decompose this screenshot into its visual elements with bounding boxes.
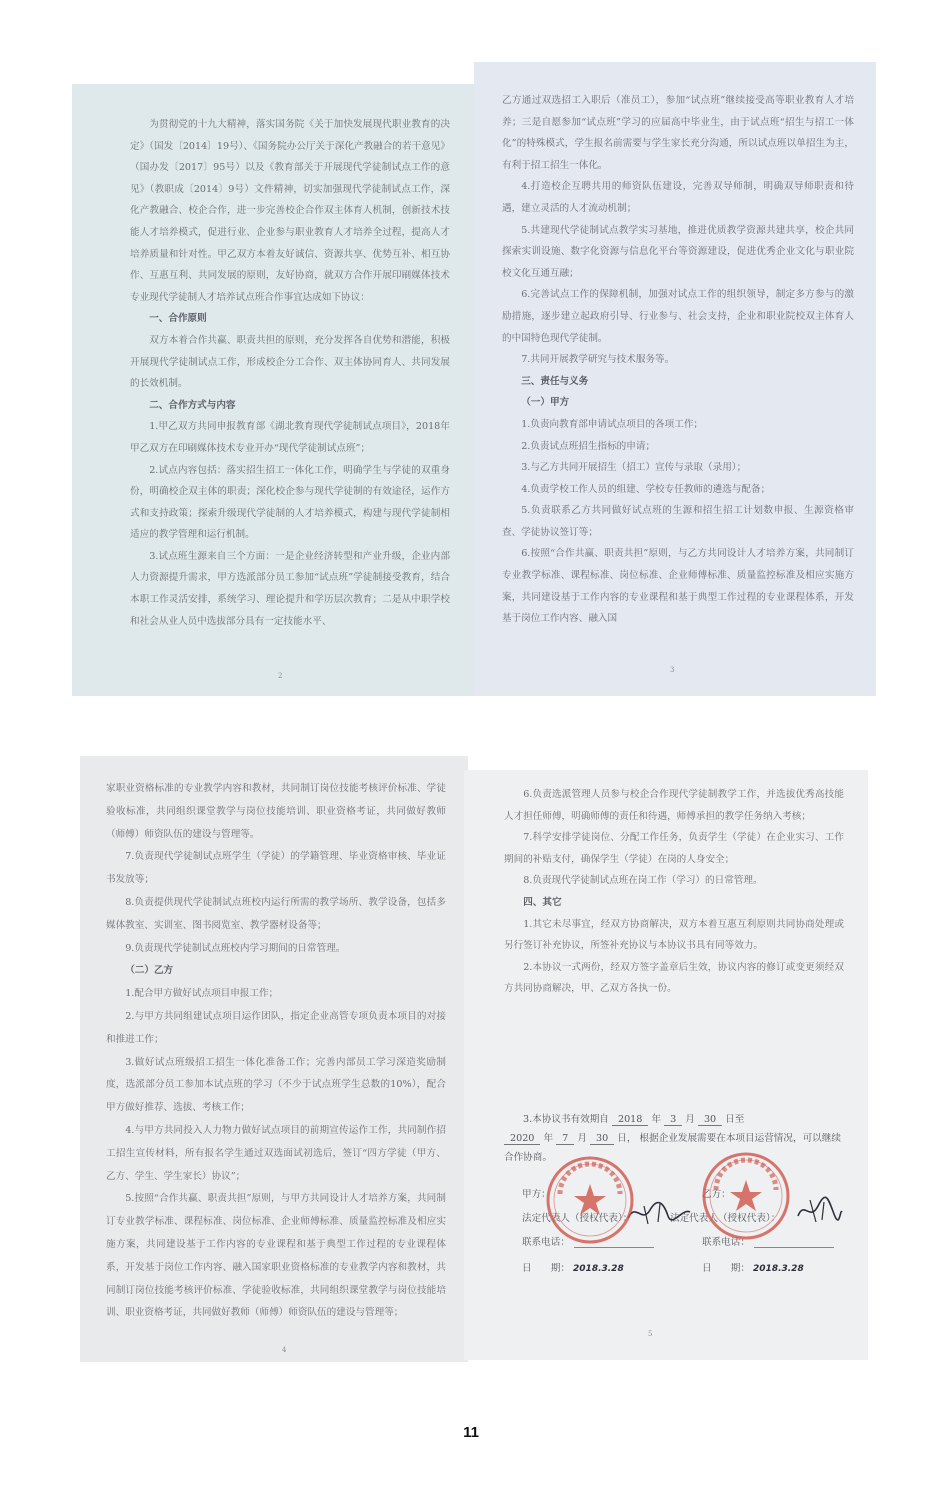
scanned-page-4 bbox=[80, 756, 468, 1362]
party-a-item: 6.按照“合作共赢、职责共担”原则，与乙方共同设计人才培养方案，共同制订专业教学标准、课程标准、岗位标准、企业师傅标准、质量监控标准及相应实施方案，共同建设基于工作内容的专业课程和基于典型工作过程的专业课程体系，开发基于岗位工作内容、融入国 bbox=[502, 548, 854, 625]
validity-prefix: 3.本协议书有效期自 bbox=[523, 1114, 609, 1125]
party-a-item: 4.负责学校工作人员的组建、学校专任教师的遴选与配备； bbox=[521, 483, 771, 495]
item-paragraph: 9.负责现代学徒制试点班校内学习期间的日常管理。 bbox=[125, 942, 346, 954]
date-a-row bbox=[522, 1260, 624, 1274]
item-paragraph: 6.负责选派管理人员参与校企合作现代学徒制教学工作，并选拔优秀高技能人才担任师傅，明确师傅的责任和待遇，师傅承担的教学任务纳入考核； bbox=[504, 789, 844, 822]
party-b-item: 2.与甲方共同组建试点项目运作团队，指定企业高管专项负责本项目的对接和推进工作； bbox=[106, 1010, 446, 1045]
year-word: 年 bbox=[651, 1114, 662, 1125]
page-3-text bbox=[502, 90, 854, 660]
principle-paragraph: 双方本着合作共赢、职责共担的原则，充分发挥各自优势和潜能，积极开展现代学徒制试点工作，形成校企分工合作、双主体协同育人、共同发展的长效机制。 bbox=[130, 334, 450, 390]
page-number-4: 4 bbox=[282, 1346, 287, 1354]
date-a-value: 2018.3.28 bbox=[573, 1264, 624, 1274]
validity-suffix: 根据企业发展需要在本项目运营情况，可以继续合作协商。 bbox=[504, 1133, 841, 1163]
item-paragraph: 乙方通过双选招工入职后（准员工），参加“试点班”继续接受高等职业教育人才培养；三是自愿参加“试点班”学习的应届高中毕业生，由于试点班“招生与招工一体化”的特殊模式，学生报名前需要与学生家长充分沟通，所以试点班以单招生为主，有利于招工招生一体化。 bbox=[502, 95, 854, 171]
month-word: 月 bbox=[685, 1114, 695, 1125]
heading-responsibilities: 三、责任与义务 bbox=[521, 375, 589, 387]
item-paragraph: 家职业资格标准的专业教学内容和教材，共同制订岗位技能考核评价标准、学徒验收标准，共同组织课堂教学与岗位技能培训、职业资格考证，共同做好教师（师傅）师资队伍的建设与管理等。 bbox=[106, 783, 446, 840]
party-a-item: 3.与乙方共同开展招生（招工）宣传与录取（录用）； bbox=[521, 462, 747, 474]
item-paragraph: 5.共建现代学徒制试点教学实习基地，推进优质教学资源共建共享，校企共同探索实训设施、数字化资源与信息化平台等资源建设，促进优秀企业文化与职业院校文化互通互融； bbox=[502, 224, 854, 279]
item-paragraph: 8.负责提供现代学徒制试点班校内运行所需的教学场所、教学设备，包括多媒体教室、实训室、图书阅览室、教学器材设备等； bbox=[106, 896, 446, 931]
party-a-item: 1.负责向教育部申请试点项目的各项工作； bbox=[521, 418, 704, 430]
heading-other: 四、其它 bbox=[523, 896, 562, 908]
item-paragraph: 2.试点内容包括：落实招生招工一体化工作，明确学生与学徒的双重身份，明确校企双主体的职责；深化校企参与现代学徒制的有效途径，运作方式和支持政策；探索升级现代学徒制的人才培养模式，构建与现代学徒制相适应的教学管理和运行机制。 bbox=[130, 464, 450, 541]
heading-cooperation: 二、合作方式与内容 bbox=[149, 399, 236, 411]
page-number-3: 3 bbox=[670, 666, 675, 674]
month-word: 月 bbox=[577, 1133, 587, 1144]
scanned-page-3 bbox=[474, 62, 876, 696]
scanned-page-5 bbox=[464, 770, 868, 1360]
date-b-value: 2018.3.28 bbox=[753, 1264, 804, 1274]
signature-block bbox=[504, 1110, 844, 1300]
validity-end-day: 30 bbox=[590, 1133, 614, 1145]
item-paragraph: 8.负责现代学徒制试点班在岗工作（学习）的日常管理。 bbox=[523, 875, 763, 887]
document-page-number: 11 bbox=[463, 1424, 479, 1441]
item-paragraph: 6.完善试点工作的保障机制，加强对试点工作的组织领导，制定多方参与的激励措施，逐步建立起政府引导、行业参与、社会支持，企业和职业院校双主体育人的中国特色现代学徒制。 bbox=[502, 289, 854, 344]
signature-b-scribble bbox=[794, 1194, 844, 1226]
page-number-5: 5 bbox=[648, 1330, 653, 1338]
date-b-row bbox=[702, 1260, 804, 1274]
other-item: 1.其它未尽事宜，经双方协商解决，双方本着互惠互利原则共同协商处理或另行签订补充协议，所签补充协议与本协议书具有同等效力。 bbox=[504, 918, 844, 952]
page-4-text bbox=[106, 778, 446, 1318]
party-b-item: 1.配合甲方做好试点项目申报工作； bbox=[125, 988, 279, 1000]
validity-start-year: 2018 bbox=[612, 1114, 648, 1126]
phone-a-label: 联系电话： bbox=[522, 1237, 570, 1248]
seal-a-stamp bbox=[544, 1154, 636, 1246]
page-number-2: 2 bbox=[278, 672, 283, 680]
item-paragraph: 7.科学安排学徒岗位、分配工作任务，负责学生（学徒）在企业实习、工作期间的补贴支付，确保学生（学徒）在岗的人身安全； bbox=[504, 832, 844, 865]
party-b-label: 乙方： bbox=[702, 1189, 731, 1200]
page-5-text bbox=[504, 784, 844, 1124]
year-word: 年 bbox=[543, 1133, 554, 1144]
heading-party-a: （一）甲方 bbox=[521, 397, 570, 409]
party-a-label: 甲方： bbox=[522, 1189, 551, 1200]
item-paragraph: 7.共同开展教学研究与技术服务等。 bbox=[521, 354, 675, 366]
validity-start-month: 3 bbox=[664, 1114, 682, 1126]
date-b-label: 日 期： bbox=[702, 1263, 750, 1274]
phone-b-label: 联系电话： bbox=[702, 1237, 750, 1248]
validity-end-year: 2020 bbox=[504, 1133, 540, 1145]
page-2-text bbox=[130, 114, 450, 654]
validity-end-month: 7 bbox=[556, 1133, 574, 1145]
date-a-label: 日 期： bbox=[522, 1263, 570, 1274]
scanned-page-2 bbox=[72, 84, 476, 696]
other-item: 2.本协议一式两份，经双方签字盖章后生效，协议内容的修订或变更须经双方共同协商解决，甲、乙双方各执一份。 bbox=[504, 961, 844, 995]
rep-a-label: 法定代表人（授权代表）： bbox=[522, 1213, 633, 1224]
intro-paragraph: 为贯彻党的十九大精神，落实国务院《关于加快发展现代职业教育的决定》（国发〔2014〕19号）、《国务院办公厅关于深化产教融合的若干意见》（国办发〔2017〕95号）以及《教育部关于开展现代学徒制试点工作的意见》（教职成〔2014〕9号）文件精神，切实加强现代学徒制试点工作，深化产教融合、校企合作，进一步完善校企合作双主体育人机制，创新技术技能人才培养模式，促进行业、企业参与职业教育人才培养全过程，提高人才培养质量和针对性。甲乙双方本着友好诚信、资源共享、优势互补、相互协作、互惠互利、共同发展的原则，友好协商，就双方合作开展印刷媒体技术专业现代学徒制人才培养试点班合作事宜达成如下协议： bbox=[130, 119, 450, 303]
party-a-item: 5.负责联系乙方共同做好试点班的生源和招生招工计划数申报、生源资格审查、学徒协议签订等； bbox=[502, 505, 854, 538]
heading-principles: 一、合作原则 bbox=[149, 313, 207, 325]
party-b-item: 3.做好试点班级招工招生一体化准备工作；完善内部员工学习深造奖励制度，选派部分员工参加本试点班的学习（不少于试点班学生总数的10%），配合甲方做好推荐、选拔、考核工作； bbox=[106, 1056, 446, 1114]
item-paragraph: 3.试点班生源来自三个方面：一是企业经济转型和产业升级，企业内部人力资源提升需求，甲方选派部分员工参加“试点班”学徒制接受教育，结合本职工作灵活安排，系统学习、理论提升和学历层次教育；二是从中职学校和社会从业人员中选拔部分具有一定技能水平、 bbox=[130, 550, 450, 627]
heading-party-b: （二）乙方 bbox=[125, 965, 174, 977]
validity-start-day: 30 bbox=[698, 1114, 722, 1126]
party-b-item: 4.与甲方共同投入人力物力做好试点项目的前期宣传运作工作，共同制作招工招生宣传材料，所有报名学生通过双选面试初选后，签订“四方学徒（甲方、乙方、学生、学生家长）协议”； bbox=[106, 1124, 446, 1182]
seal-b-stamp bbox=[700, 1150, 792, 1242]
item-paragraph: 1.甲乙双方共同申报教育部《湖北教育现代学徒制试点项目》，2018年甲乙双方在印刷媒体技术专业开办“现代学徒制试点班”； bbox=[130, 421, 450, 454]
day-word: 日至 bbox=[725, 1114, 745, 1125]
item-paragraph: 4.打造校企互聘共用的师资队伍建设，完善双导师制，明确双导师职责和待遇，建立灵活的人才流动机制； bbox=[502, 181, 854, 214]
rep-b-label: 法定代表人（授权代表）： bbox=[670, 1213, 781, 1224]
party-b-item: 5.按照“合作共赢、职责共担”原则，与甲方共同设计人才培养方案，共同制订专业教学标准、课程标准、岗位标准、企业师傅标准、质量监控标准及相应实施方案，共同建设基于工作内容的专业课程和基于典型工作过程的专业课程体系，开发基于岗位工作内容、融入国家职业资格标准的专业教学内容和教材，共同制订岗位技能考核评价标准、学徒验收标准，共同组织课堂教学与岗位技能培训、职业资格考证，共同做好教师（师傅）师资队伍的建设与管理等； bbox=[106, 1193, 446, 1318]
item-paragraph: 7.负责现代学徒制试点班学生（学徒）的学籍管理、毕业资格审核、毕业证书发放等； bbox=[106, 851, 446, 886]
party-a-item: 2.负责试点班招生指标的申请； bbox=[521, 440, 656, 452]
day-word-end: 日， bbox=[617, 1133, 637, 1144]
